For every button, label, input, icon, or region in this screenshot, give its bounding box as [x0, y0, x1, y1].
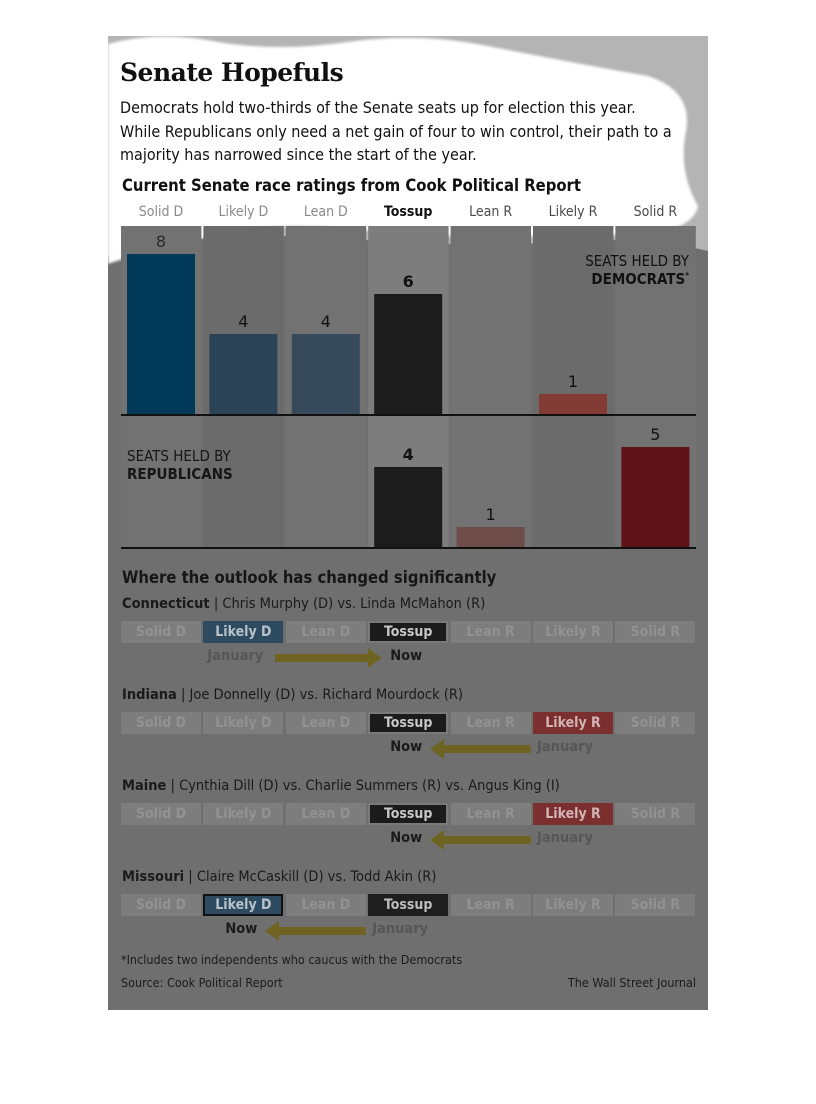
bar-dem-lean-d: [292, 334, 360, 414]
header-lean-r: Lean R: [469, 204, 513, 220]
source: Source: Cook Political Report: [121, 975, 283, 990]
rating-pill-likely-r: Likely R: [533, 621, 613, 643]
rating-scale-maine: [121, 803, 697, 825]
bar-rep-lean-r: [457, 527, 525, 547]
rating-pill-lean-r: Lean R: [451, 803, 531, 825]
rating-pill-lean-d: Lean D: [286, 621, 366, 643]
intro-text: Democrats hold two-thirds of the Senate seats up for election this year. While Republicans only need a net gain of four to win control, their path to a majority has narrowed since the start of the year.: [120, 98, 672, 164]
rating-pill-lean-r: Lean R: [451, 712, 531, 734]
from-label: January: [372, 921, 429, 937]
change-arrow-row-missouri: [108, 921, 708, 941]
from-label: January: [537, 830, 593, 846]
rating-pill-tossup: Tossup: [368, 803, 448, 825]
value-label-dem-lean-d: 4: [320, 312, 331, 331]
bar-rep-solid-r: [621, 447, 689, 547]
column-band-lean-r: [451, 226, 531, 548]
change-arrow-row-connecticut: [108, 648, 708, 668]
bar-dem-likely-d: [209, 334, 277, 414]
rating-pill-likely-d: Likely D: [203, 894, 283, 916]
value-label-dem-likely-r: 1: [567, 372, 579, 391]
arrow-icon: [265, 921, 366, 941]
change-arrow-row-indiana: [108, 739, 708, 759]
rating-pill-solid-d: Solid D: [121, 712, 201, 734]
changes-heading: Where the outlook has changed significantly: [122, 568, 497, 587]
value-label-dem-solid-d: 8: [155, 232, 167, 251]
arrow-icon: [275, 648, 382, 668]
to-label: Now: [390, 830, 423, 846]
from-label: January: [207, 648, 264, 664]
credit: The Wall Street Journal: [567, 975, 696, 990]
to-label: Now: [225, 921, 258, 937]
rating-pill-solid-r: Solid R: [615, 894, 695, 916]
arrow-icon: [430, 739, 531, 759]
value-label-rep-solid-r: 5: [650, 425, 661, 444]
race-title-maine: Maine | Cynthia Dill (D) vs. Charlie Summers (R) vs. Angus King (I): [122, 778, 560, 794]
value-label-dem-tossup: 6: [402, 272, 414, 291]
footnote: *Includes two independents who caucus with the Democrats: [121, 952, 463, 967]
race-title-connecticut: Connecticut | Chris Murphy (D) vs. Linda McMahon (R): [122, 596, 486, 612]
rating-pill-likely-d: Likely D: [203, 621, 283, 643]
bar-dem-likely-r: [539, 394, 607, 414]
from-label: January: [537, 739, 593, 755]
graphic-card: [108, 36, 708, 1010]
rating-pill-tossup: Tossup: [368, 621, 448, 643]
dem-series-label: SEATS HELD BY DEMOCRATS*: [585, 252, 689, 288]
value-label-rep-lean-r: 1: [485, 505, 496, 524]
rating-pill-likely-r: Likely R: [533, 894, 613, 916]
bar-rep-tossup: [374, 467, 442, 547]
rep-series-label: SEATS HELD BY REPUBLICANS: [127, 447, 233, 483]
header-likely-r: Likely R: [548, 204, 598, 220]
rating-pill-solid-r: Solid R: [615, 712, 695, 734]
bar-dem-tossup: [374, 294, 442, 414]
header-lean-d: Lean D: [303, 204, 348, 220]
rating-scale-indiana: [121, 712, 697, 734]
rating-pill-likely-d: Likely D: [203, 803, 283, 825]
rating-pill-likely-d: Likely D: [203, 712, 283, 734]
chart-title: Current Senate race ratings from Cook Political Report: [122, 176, 581, 195]
rating-pill-solid-d: Solid D: [121, 803, 201, 825]
rating-pill-solid-d: Solid D: [121, 621, 201, 643]
rating-pill-lean-d: Lean D: [286, 894, 366, 916]
rating-pill-lean-d: Lean D: [286, 803, 366, 825]
race-title-indiana: Indiana | Joe Donnelly (D) vs. Richard Mourdock (R): [122, 687, 464, 703]
header-solid-r: Solid R: [633, 204, 678, 220]
rating-pill-lean-d: Lean D: [286, 712, 366, 734]
header-likely-d: Likely D: [218, 204, 269, 220]
value-label-rep-tossup: 4: [402, 445, 414, 464]
rating-pill-solid-d: Solid D: [121, 894, 201, 916]
rating-pill-likely-r: Likely R: [533, 712, 613, 734]
value-label-dem-likely-d: 4: [238, 312, 249, 331]
change-arrow-row-maine: [108, 830, 708, 850]
rating-pill-solid-r: Solid R: [615, 621, 695, 643]
to-label: Now: [390, 648, 423, 664]
header-tossup: Tossup: [384, 204, 433, 220]
bar-dem-solid-d: [127, 254, 195, 414]
rating-pill-lean-r: Lean R: [451, 894, 531, 916]
rating-pill-tossup: Tossup: [368, 712, 448, 734]
to-label: Now: [390, 739, 423, 755]
rating-scale-connecticut: [121, 621, 697, 643]
rating-pill-tossup: Tossup: [368, 894, 448, 916]
arrow-icon: [430, 830, 531, 850]
rating-scale-missouri: [121, 894, 697, 916]
rating-pill-lean-r: Lean R: [451, 621, 531, 643]
race-title-missouri: Missouri | Claire McCaskill (D) vs. Todd Akin (R): [122, 869, 437, 885]
rating-pill-solid-r: Solid R: [615, 803, 695, 825]
page-title: Senate Hopefuls: [120, 58, 344, 87]
rating-pill-likely-r: Likely R: [533, 803, 613, 825]
header-solid-d: Solid D: [138, 204, 184, 220]
